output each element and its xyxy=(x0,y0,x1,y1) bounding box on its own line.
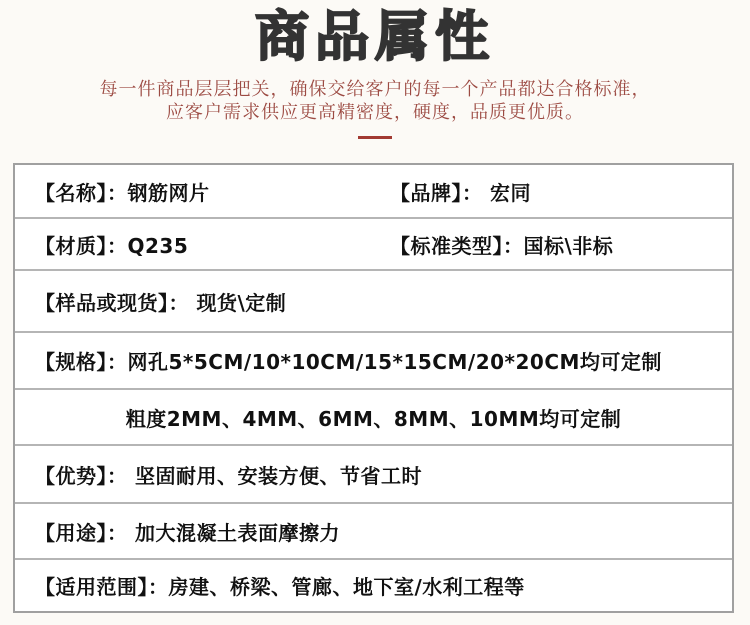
subtitle-line-2: 应客户需求供应更高精密度，硬度，品质更优质。 xyxy=(166,102,584,123)
attr-usage: 【用途】： 加大混凝土表面摩擦力 xyxy=(35,520,340,545)
attr-sample-or-stock: 【样品或现货】： 现货\定制 xyxy=(35,290,287,315)
table-row-material-standard xyxy=(15,217,732,269)
attributes-table xyxy=(13,163,734,613)
attr-advantage: 【优势】： 坚固耐用、安装方便、节省工时 xyxy=(35,463,422,488)
attr-spec-mesh: 【规格】：网孔5*5CM/10*10CM/15*15CM/20*20CM均可定制 xyxy=(35,350,662,374)
attr-standard-type: 【标准类型】：国标\非标 xyxy=(390,233,614,258)
attr-spec-thickness: 粗度2MM、4MM、6MM、8MM、10MM均可定制 xyxy=(125,406,622,431)
table-row-spec xyxy=(15,331,732,388)
table-row-usage xyxy=(15,502,732,558)
accent-divider xyxy=(358,136,392,139)
attr-name: 【名称】：钢筋网片 xyxy=(35,180,210,205)
attr-material: 【材质】：Q235 xyxy=(35,233,189,258)
table-row-scope xyxy=(15,558,732,611)
page-title: 商品属性 xyxy=(255,5,495,68)
subtitle-line-1: 每一件商品层层把关，确保交给客户的每一个产品都达合格标准， xyxy=(99,79,651,100)
table-row-sample-stock xyxy=(15,269,732,331)
table-row-spec-thickness xyxy=(15,388,732,444)
attr-brand: 【品牌】： 宏同 xyxy=(390,180,531,205)
table-row-advantage xyxy=(15,444,732,502)
table-row-name-brand xyxy=(15,165,732,217)
attr-applicable-scope: 【适用范围】：房建、桥梁、管廊、地下室/水利工程等 xyxy=(35,575,525,599)
